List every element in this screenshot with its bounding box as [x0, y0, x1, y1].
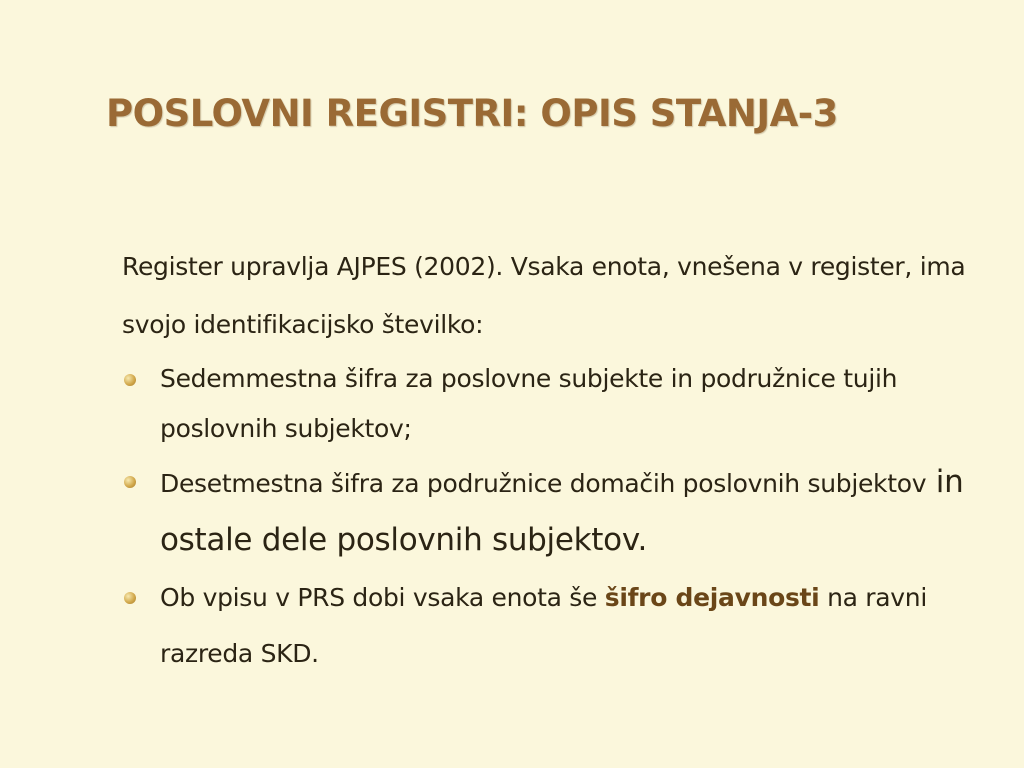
bullet-text-3-bold: šifro dejavnosti: [604, 583, 820, 612]
bullet-text-2a: Desetmestna šifra za podružnice domačih poslovnih subjektov: [160, 469, 927, 498]
slide-title: POSLOVNI REGISTRI: OPIS STANJA-3: [106, 92, 838, 135]
bullet-item-3: [122, 570, 992, 682]
bullet-text-1: Sedemmestna šifra za poslovne subjekte in podružnice tujih poslovnih subjektov;: [160, 364, 898, 443]
round-bullet-icon: [124, 592, 136, 604]
bullet-list: [122, 354, 992, 682]
bullet-text-3a: Ob vpisu v PRS dobi vsaka enota še: [160, 583, 605, 612]
bullet-item-2: [122, 454, 992, 570]
round-bullet-icon: [124, 476, 136, 488]
round-bullet-icon: [124, 374, 136, 386]
intro-paragraph: Register upravlja AJPES (2002). Vsaka enota, vnešena v register, ima svojo identifikacijsko številko:: [122, 252, 966, 339]
slide-body: [122, 238, 992, 682]
bullet-text-2b: in ostale dele poslovnih subjektov.: [160, 464, 964, 558]
bullet-item-1: [122, 354, 992, 454]
bullet-text-3b: na ravni razreda SKD.: [160, 583, 927, 668]
